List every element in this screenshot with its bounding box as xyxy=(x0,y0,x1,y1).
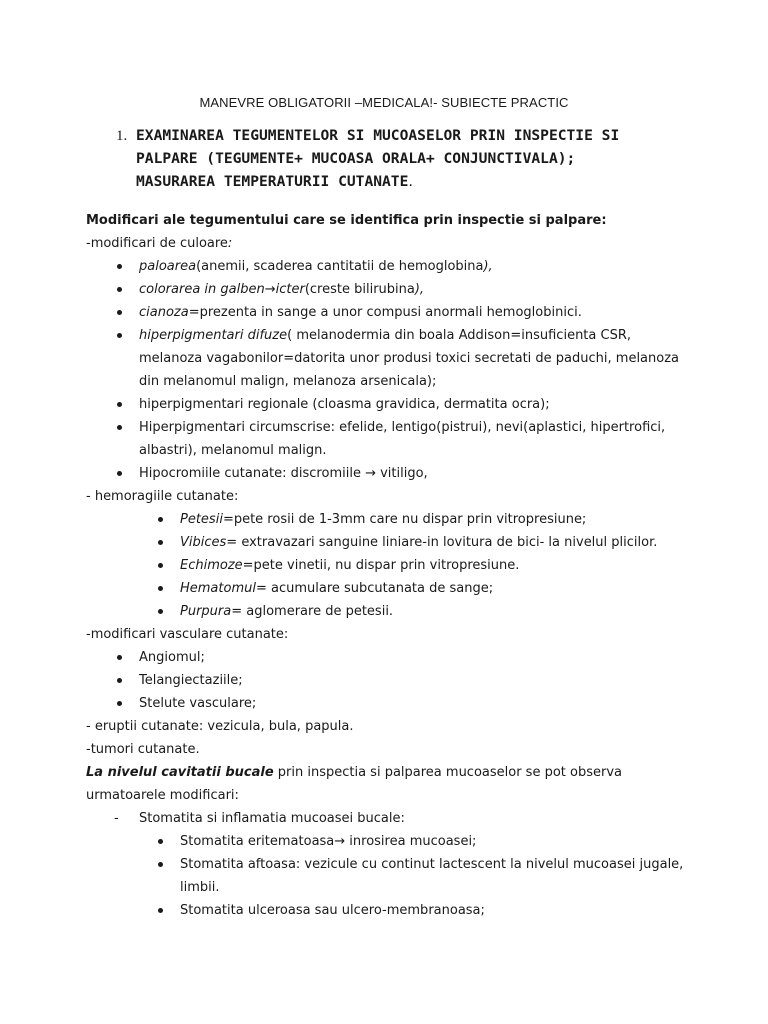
section-heading-period: . xyxy=(408,173,414,190)
bullet-icon xyxy=(158,563,163,568)
stomatitis-list xyxy=(86,830,706,922)
list-item-text: Stomatita eritematoasa→ inrosirea mucoasei; xyxy=(180,834,477,849)
list-item xyxy=(86,255,706,278)
bullet-icon xyxy=(117,402,122,407)
stomatitis-label: Stomatita si inflamatia mucoasei bucale: xyxy=(139,811,405,826)
list-item xyxy=(86,692,706,715)
bullet-icon xyxy=(117,701,122,706)
list-item-continuation: limbii. xyxy=(180,880,220,895)
tumors-line: -tumori cutanate. xyxy=(86,742,200,757)
list-item-term: paloarea xyxy=(139,259,197,274)
list-item-line xyxy=(180,577,706,600)
color-changes-list xyxy=(86,255,706,485)
bullet-icon xyxy=(158,908,163,913)
list-item xyxy=(86,554,706,577)
list-item-text: Stelute vasculare; xyxy=(139,696,257,711)
list-item-text: Angiomul; xyxy=(139,650,205,665)
bullet-icon xyxy=(117,264,122,269)
list-item-line xyxy=(180,531,706,554)
bullet-icon xyxy=(117,655,122,660)
list-item xyxy=(86,600,706,623)
list-item xyxy=(86,278,706,301)
list-item-line xyxy=(180,600,706,623)
list-item-text: Hiperpigmentari circumscrise: efelide, lentigo(pistrui), nevi(aplastici, hipertrofici, xyxy=(139,420,666,435)
list-item-term: Hematomul xyxy=(180,581,256,596)
section-heading xyxy=(136,124,656,193)
eruptions-line: - eruptii cutanate: vezicula, bula, papula. xyxy=(86,719,354,734)
list-item-text: =pete rosii de 1-3mm care nu dispar prin vitropresiune; xyxy=(222,512,587,527)
bullet-icon xyxy=(117,287,122,292)
list-item-text: hiperpigmentari regionale (cloasma gravidica, dermatita ocra); xyxy=(139,397,550,412)
list-item xyxy=(86,324,706,393)
bullet-icon xyxy=(158,540,163,545)
list-item-line xyxy=(139,393,706,416)
color-changes-label-colon: : xyxy=(227,236,233,251)
list-item xyxy=(86,462,706,485)
bullet-icon xyxy=(117,425,122,430)
list-item-text: Stomatita ulceroasa sau ulcero-membranoasa; xyxy=(180,903,485,918)
hemorrhage-list xyxy=(86,508,706,623)
list-item-continuation: din melanomul malign, melanoza arsenicala); xyxy=(139,374,437,389)
list-item xyxy=(86,853,706,899)
list-item-line xyxy=(180,554,706,577)
list-item-text: (creste bilirubina xyxy=(304,282,415,297)
list-item xyxy=(86,899,706,922)
list-item xyxy=(86,508,706,531)
section-heading-line xyxy=(136,170,656,193)
bullet-icon xyxy=(117,310,122,315)
list-item xyxy=(86,416,706,462)
section-heading-bold: MASURAREA TEMPERATURII CUTANATE xyxy=(136,173,409,190)
list-item-term: Echimoze xyxy=(180,558,243,573)
list-item-term: Purpura xyxy=(180,604,232,619)
list-item-text: = extravazari sanguine liniare-in lovitura de bici- la nivelul plicilor. xyxy=(226,535,658,550)
list-item xyxy=(86,531,706,554)
section-heading-line: EXAMINAREA TEGUMENTELOR SI MUCOASELOR PRIN INSPECTIE SI xyxy=(136,127,620,144)
list-item-text: Stomatita aftoasa: vezicule cu continut lactescent la nivelul mucoasei jugale, xyxy=(180,857,684,872)
bullet-icon xyxy=(117,471,122,476)
list-item xyxy=(86,830,706,853)
intro-heading: Modificari ale tegumentului care se identifica prin inspectie si palpare: xyxy=(86,213,607,228)
list-item-text: Telangiectaziile; xyxy=(139,673,243,688)
list-item-line xyxy=(139,462,706,485)
list-item-text: (anemii, scaderea cantitatii de hemoglobina xyxy=(196,259,484,274)
list-item-text: =prezenta in sange a unor compusi anormali hemoglobinici. xyxy=(188,305,582,320)
document-body xyxy=(86,209,706,922)
bullet-icon xyxy=(158,862,163,867)
list-item-line xyxy=(139,416,706,439)
oral-lead-text: prin inspectia si palparea mucoaselor se pot observa xyxy=(273,765,623,780)
list-item-line xyxy=(180,508,706,531)
color-changes-label xyxy=(86,232,706,255)
list-item-tail: ), xyxy=(483,259,493,274)
document-title: MANEVRE OBLIGATORII –MEDICALA!- SUBIECTE PRACTIC xyxy=(199,95,569,110)
list-item-term: colorarea in galben→icter xyxy=(139,282,305,297)
hemorrhage-label: - hemoragiile cutanate: xyxy=(86,489,239,504)
list-item-term: Vibices xyxy=(180,535,227,550)
stomatitis-item xyxy=(86,807,706,830)
list-item-continuation: albastri), melanomul malign. xyxy=(139,443,327,458)
list-item-text: = aglomerare de petesii. xyxy=(231,604,394,619)
section-heading-line: PALPARE (TEGUMENTE+ MUCOASA ORALA+ CONJUNCTIVALA); xyxy=(136,150,576,167)
list-item-text: = acumulare subcutanata de sange; xyxy=(255,581,494,596)
color-changes-label-text: -modificari de culoare xyxy=(86,236,228,251)
list-item-line xyxy=(139,301,706,324)
list-item-continuation: melanoza vagabonilor=datorita unor produsi toxici secretati de paduchi, melanoza xyxy=(139,351,680,366)
list-item xyxy=(86,393,706,416)
bullet-icon xyxy=(158,586,163,591)
bullet-icon xyxy=(158,839,163,844)
list-item-term: Petesii xyxy=(180,512,223,527)
list-item-term: hiperpigmentari difuze xyxy=(139,328,288,343)
dash-marker: - xyxy=(114,811,119,826)
oral-lead xyxy=(86,761,706,784)
list-item-text: Hipocromiile cutanate: discromiile → vitiligo, xyxy=(139,466,428,481)
list-item-term: cianoza xyxy=(139,305,189,320)
list-item xyxy=(86,301,706,324)
vascular-list xyxy=(86,646,706,715)
list-item-line xyxy=(139,278,706,301)
list-item-line xyxy=(139,324,706,347)
oral-lead-continued: urmatoarele modificari: xyxy=(86,788,239,803)
bullet-icon xyxy=(117,333,122,338)
section-number: 1. xyxy=(116,128,128,144)
list-item-text: =pete vinetii, nu dispar prin vitropresiune. xyxy=(242,558,520,573)
list-item xyxy=(86,646,706,669)
bullet-icon xyxy=(117,678,122,683)
bullet-icon xyxy=(158,517,163,522)
list-item-line xyxy=(139,255,706,278)
list-item xyxy=(86,669,706,692)
bullet-icon xyxy=(158,609,163,614)
vascular-label: -modificari vasculare cutanate: xyxy=(86,627,289,642)
list-item-text: ( melanodermia din boala Addison=insuficienta CSR, xyxy=(287,328,631,343)
list-item-tail: ), xyxy=(414,282,425,297)
oral-lead-emphasis: La nivelul cavitatii bucale xyxy=(86,765,274,780)
list-item xyxy=(86,577,706,600)
